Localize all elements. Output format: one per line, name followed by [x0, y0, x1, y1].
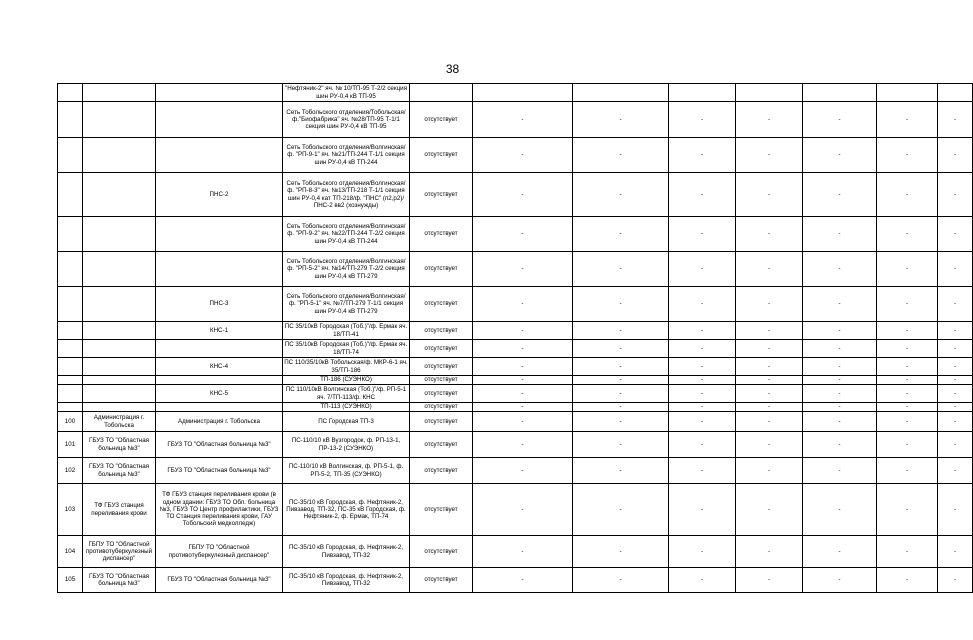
status-cell: отсутствует [410, 376, 473, 385]
value-cell: - [736, 322, 803, 340]
value-cell: - [938, 358, 973, 376]
value-cell: - [803, 385, 877, 403]
value-cell: - [736, 536, 803, 568]
object-cell [156, 340, 283, 358]
table-row [58, 322, 973, 340]
value-cell: - [938, 568, 973, 593]
status-cell: отсутствует [410, 568, 473, 593]
value-cell: - [938, 484, 973, 536]
table-row [58, 484, 973, 536]
value-cell: - [877, 432, 938, 458]
power-source-cell: ПС-110/10 кВ Волгинская, ф. РП-5-1, ф. РП-5-2, ТП-35 (СУЭНКО) [283, 458, 410, 484]
row-number-cell: 103 [58, 484, 83, 536]
organization-cell: ГБУЗ ТО "Областная больница №3" [83, 432, 156, 458]
value-cell: - [938, 287, 973, 322]
value-cell [803, 84, 877, 102]
row-number-cell [58, 102, 83, 138]
value-cell: - [669, 376, 736, 385]
row-number-cell [58, 84, 83, 102]
table-row [58, 568, 973, 593]
status-cell: отсутствует [410, 173, 473, 217]
object-cell: ТФ ГБУЗ станция переливания крови (в одном здании: ГБУЗ ТО Обл. больница №3, ГБУЗ ТО Центр профилактики, ГБУЗ ТО Станция переливания крови, ГАУ Тобольский медколледж) [156, 484, 283, 536]
value-cell: - [669, 458, 736, 484]
power-source-cell: Сеть Тобольского отделения/Тобольская/ф."Биофабрика" яч. №28/ТП-95 Т-1/1 секция шин РУ-0,4 кВ ТП-95 [283, 102, 410, 138]
value-cell: - [669, 358, 736, 376]
row-number-cell [58, 358, 83, 376]
value-cell: - [803, 458, 877, 484]
value-cell: - [573, 217, 669, 252]
value-cell: - [473, 138, 573, 173]
object-cell [156, 252, 283, 287]
value-cell: - [736, 217, 803, 252]
value-cell: - [938, 412, 973, 432]
value-cell: - [573, 340, 669, 358]
power-source-cell: ТП-113 (СУЭНКО) [283, 403, 410, 412]
table-row [58, 385, 973, 403]
value-cell: - [573, 412, 669, 432]
status-cell: отсутствует [410, 432, 473, 458]
object-cell: ГБУЗ ТО "Областная больница №3" [156, 458, 283, 484]
organization-cell [83, 84, 156, 102]
value-cell: - [473, 536, 573, 568]
value-cell: - [573, 484, 669, 536]
value-cell: - [803, 432, 877, 458]
value-cell: - [473, 385, 573, 403]
table-row [58, 252, 973, 287]
table-row [58, 536, 973, 568]
object-cell: Администрация г. Тобольска [156, 412, 283, 432]
value-cell: - [669, 403, 736, 412]
organization-cell [83, 287, 156, 322]
value-cell: - [736, 484, 803, 536]
value-cell: - [938, 322, 973, 340]
value-cell: - [736, 432, 803, 458]
table-row [58, 84, 973, 102]
value-cell: - [877, 536, 938, 568]
value-cell: - [473, 432, 573, 458]
value-cell: - [877, 340, 938, 358]
power-source-cell: Сеть Тобольского отделения/Волгинская/ф. "РП-5-2" яч. №14/ТП-279 Т-2/2 секция шин РУ-0,4 кВ ТП-279 [283, 252, 410, 287]
value-cell: - [736, 568, 803, 593]
value-cell: - [669, 138, 736, 173]
value-cell: - [803, 287, 877, 322]
value-cell: - [669, 412, 736, 432]
value-cell: - [736, 173, 803, 217]
row-number-cell [58, 340, 83, 358]
table-row [58, 173, 973, 217]
value-cell: - [803, 376, 877, 385]
value-cell [938, 84, 973, 102]
row-number-cell: 100 [58, 412, 83, 432]
value-cell: - [669, 173, 736, 217]
value-cell: - [669, 536, 736, 568]
power-source-cell: ПС 35/10кВ Городская (Тоб.)"/ф. Ермак яч. 18/ТП-41 [283, 322, 410, 340]
value-cell: - [573, 536, 669, 568]
table-row [58, 412, 973, 432]
power-source-cell: ПС Городская ТП-3 [283, 412, 410, 432]
row-number-cell [58, 403, 83, 412]
value-cell [473, 84, 573, 102]
object-cell [156, 376, 283, 385]
value-cell: - [736, 252, 803, 287]
organization-cell [83, 376, 156, 385]
object-cell: КНС-4 [156, 358, 283, 376]
value-cell: - [736, 340, 803, 358]
value-cell: - [669, 252, 736, 287]
organization-cell [83, 252, 156, 287]
object-cell: ГБУЗ ТО "Областная больница №3" [156, 432, 283, 458]
value-cell: - [938, 173, 973, 217]
value-cell: - [877, 358, 938, 376]
value-cell [877, 84, 938, 102]
value-cell: - [736, 458, 803, 484]
table-body [58, 84, 973, 593]
value-cell: - [803, 102, 877, 138]
value-cell: - [803, 484, 877, 536]
value-cell: - [803, 340, 877, 358]
value-cell: - [877, 173, 938, 217]
value-cell: - [573, 138, 669, 173]
object-cell [156, 138, 283, 173]
value-cell: - [573, 102, 669, 138]
value-cell: - [877, 102, 938, 138]
value-cell: - [573, 173, 669, 217]
power-source-cell: Сеть Тобольского отделения/Волгинская/ф. "РП-9-2" яч. №22/ТП-244 Т-2/2 секция шин РУ-0,4 кВ ТП-244 [283, 217, 410, 252]
value-cell [573, 84, 669, 102]
organization-cell [83, 340, 156, 358]
value-cell: - [473, 252, 573, 287]
organization-cell: Администрация г. Тобольска [83, 412, 156, 432]
row-number-cell [58, 252, 83, 287]
value-cell: - [803, 252, 877, 287]
organization-cell: ГБПУ ТО "Областной противотуберкулезный диспансер" [83, 536, 156, 568]
value-cell: - [877, 458, 938, 484]
value-cell: - [803, 536, 877, 568]
row-number-cell: 102 [58, 458, 83, 484]
value-cell: - [736, 102, 803, 138]
organization-cell: ГБУЗ ТО "Областная больница №3" [83, 458, 156, 484]
power-source-cell: ПС-35/10 кВ Городская, ф. Нефтяник-2, Пивзавод, ТП-32 [283, 568, 410, 593]
object-cell [156, 403, 283, 412]
status-cell: отсутствует [410, 484, 473, 536]
value-cell: - [473, 217, 573, 252]
value-cell: - [877, 376, 938, 385]
status-cell: отсутствует [410, 217, 473, 252]
value-cell: - [473, 568, 573, 593]
status-cell: отсутствует [410, 412, 473, 432]
value-cell: - [473, 458, 573, 484]
table-row [58, 376, 973, 385]
value-cell: - [736, 138, 803, 173]
value-cell: - [803, 173, 877, 217]
row-number-cell [58, 376, 83, 385]
value-cell: - [938, 385, 973, 403]
row-number-cell: 104 [58, 536, 83, 568]
value-cell: - [877, 412, 938, 432]
status-cell: отсутствует [410, 102, 473, 138]
organization-cell: ТФ ГБУЗ станция переливания крови [83, 484, 156, 536]
status-cell: отсутствует [410, 403, 473, 412]
value-cell: - [877, 403, 938, 412]
page-number: 38 [445, 62, 460, 76]
value-cell: - [473, 287, 573, 322]
value-cell: - [877, 385, 938, 403]
object-cell: КНС-1 [156, 322, 283, 340]
table-row [58, 287, 973, 322]
power-source-cell: ПС-35/10 кВ Городская, ф. Нефтяник-2, Пивзавод, ТП-32 [283, 536, 410, 568]
value-cell: - [803, 217, 877, 252]
value-cell: - [669, 432, 736, 458]
status-cell: отсутствует [410, 340, 473, 358]
value-cell: - [877, 217, 938, 252]
data-table [57, 83, 973, 593]
value-cell [736, 84, 803, 102]
status-cell: отсутствует [410, 287, 473, 322]
value-cell: - [573, 385, 669, 403]
row-number-cell: 101 [58, 432, 83, 458]
power-source-cell: Сеть Тобольского отделения/Волгинская/ф. "РП-8-3" яч. №13/ТП-218 Т-1/1 секция шин РУ-0,4 кат ТП-218/ф. "ПНС" (п2,р2)/ПНС-2 вв2 (хознужды) [283, 173, 410, 217]
power-source-cell: "Нефтяник-2" яч. № 10/ТП-95 Т-2/2 секция шин РУ-0,4 кВ ТП-95 [283, 84, 410, 102]
value-cell: - [669, 568, 736, 593]
value-cell: - [473, 173, 573, 217]
value-cell: - [573, 458, 669, 484]
value-cell: - [938, 340, 973, 358]
table-row [58, 403, 973, 412]
value-cell: - [669, 287, 736, 322]
value-cell: - [938, 252, 973, 287]
object-cell: ПНС-2 [156, 173, 283, 217]
value-cell: - [736, 358, 803, 376]
value-cell: - [736, 385, 803, 403]
value-cell: - [938, 217, 973, 252]
value-cell: - [938, 536, 973, 568]
status-cell: отсутствует [410, 252, 473, 287]
organization-cell [83, 173, 156, 217]
value-cell: - [573, 432, 669, 458]
object-cell: ПНС-3 [156, 287, 283, 322]
object-cell: КНС-5 [156, 385, 283, 403]
value-cell: - [473, 102, 573, 138]
value-cell: - [473, 412, 573, 432]
value-cell: - [669, 102, 736, 138]
power-source-cell: ПС-35/10 кВ Городская, ф. Нефтяник-2, Пивзавод, ТП-32, ПС-35 кВ Городская, ф. Нефтяник-2, ф. Ермак, ТП-74 [283, 484, 410, 536]
value-cell: - [803, 138, 877, 173]
value-cell: - [573, 376, 669, 385]
value-cell: - [877, 138, 938, 173]
object-cell [156, 102, 283, 138]
object-cell: ГБПУ ТО "Областной противотуберкулезный диспансер" [156, 536, 283, 568]
status-cell: отсутствует [410, 322, 473, 340]
power-source-cell: ТП-186 (СУЭНКО) [283, 376, 410, 385]
value-cell: - [736, 376, 803, 385]
power-source-cell: ПС-110/10 кВ Вузгородок, ф. РП-13-1, ПР-13-2 (СУЭНКО) [283, 432, 410, 458]
value-cell: - [669, 322, 736, 340]
organization-cell: ГБУЗ ТО "Областная больница №3" [83, 568, 156, 593]
value-cell: - [877, 322, 938, 340]
value-cell: - [938, 458, 973, 484]
value-cell: - [736, 403, 803, 412]
status-cell: отсутствует [410, 358, 473, 376]
row-number-cell [58, 217, 83, 252]
status-cell [410, 84, 473, 102]
value-cell: - [573, 287, 669, 322]
object-cell: ГБУЗ ТО "Областная больница №3" [156, 568, 283, 593]
value-cell: - [736, 412, 803, 432]
value-cell: - [877, 252, 938, 287]
value-cell: - [803, 403, 877, 412]
row-number-cell [58, 173, 83, 217]
value-cell: - [573, 252, 669, 287]
value-cell: - [473, 403, 573, 412]
table-row [58, 217, 973, 252]
object-cell [156, 84, 283, 102]
value-cell: - [573, 322, 669, 340]
status-cell: отсутствует [410, 536, 473, 568]
table-row [58, 458, 973, 484]
row-number-cell [58, 138, 83, 173]
value-cell: - [938, 432, 973, 458]
status-cell: отсутствует [410, 458, 473, 484]
row-number-cell [58, 385, 83, 403]
value-cell: - [573, 568, 669, 593]
value-cell: - [877, 484, 938, 536]
value-cell: - [938, 138, 973, 173]
power-source-cell: ПС 110/10кВ Волгинская (Тоб.)"/ф. РП-5-1 яч. 7/ТП-113/ф. КНС [283, 385, 410, 403]
row-number-cell: 105 [58, 568, 83, 593]
value-cell: - [803, 322, 877, 340]
value-cell: - [473, 484, 573, 536]
table-row [58, 138, 973, 173]
value-cell: - [669, 340, 736, 358]
value-cell: - [938, 403, 973, 412]
table-row [58, 358, 973, 376]
value-cell [669, 84, 736, 102]
status-cell: отсутствует [410, 385, 473, 403]
organization-cell [83, 138, 156, 173]
value-cell: - [938, 102, 973, 138]
value-cell: - [736, 287, 803, 322]
value-cell: - [669, 484, 736, 536]
value-cell: - [473, 358, 573, 376]
value-cell: - [473, 340, 573, 358]
value-cell: - [473, 322, 573, 340]
value-cell: - [803, 412, 877, 432]
power-source-cell: ПС 35/10кВ Городская (Тоб.)"/ф. Ермак яч. 18/ТП-74 [283, 340, 410, 358]
organization-cell [83, 322, 156, 340]
value-cell: - [877, 568, 938, 593]
value-cell: - [803, 358, 877, 376]
table-row [58, 102, 973, 138]
value-cell: - [938, 376, 973, 385]
organization-cell [83, 385, 156, 403]
row-number-cell [58, 322, 83, 340]
value-cell: - [573, 403, 669, 412]
row-number-cell [58, 287, 83, 322]
table-row [58, 340, 973, 358]
power-source-cell: Сеть Тобольского отделения/Волгинская/ф. "РП-9-1" яч. №21/ТП-244 Т-1/1 секция шин РУ-0,4 кВ ТП-244 [283, 138, 410, 173]
organization-cell [83, 217, 156, 252]
value-cell: - [473, 376, 573, 385]
value-cell: - [669, 385, 736, 403]
organization-cell [83, 358, 156, 376]
status-cell: отсутствует [410, 138, 473, 173]
table-row [58, 432, 973, 458]
value-cell: - [573, 358, 669, 376]
organization-cell [83, 102, 156, 138]
organization-cell [83, 403, 156, 412]
power-source-cell: ПС 110/35/10кВ Тобольская/ф. МКР-6-1 яч. 35/ТП-186 [284, 359, 408, 374]
power-source-cell: Сеть Тобольского отделения/Волгинская/ф. "РП-5-1" яч. №7/ТП-279 Т-1/1 секция шин РУ-0,4 кВ ТП-279 [283, 287, 410, 322]
object-cell [156, 217, 283, 252]
value-cell: - [803, 568, 877, 593]
value-cell: - [877, 287, 938, 322]
value-cell: - [669, 217, 736, 252]
